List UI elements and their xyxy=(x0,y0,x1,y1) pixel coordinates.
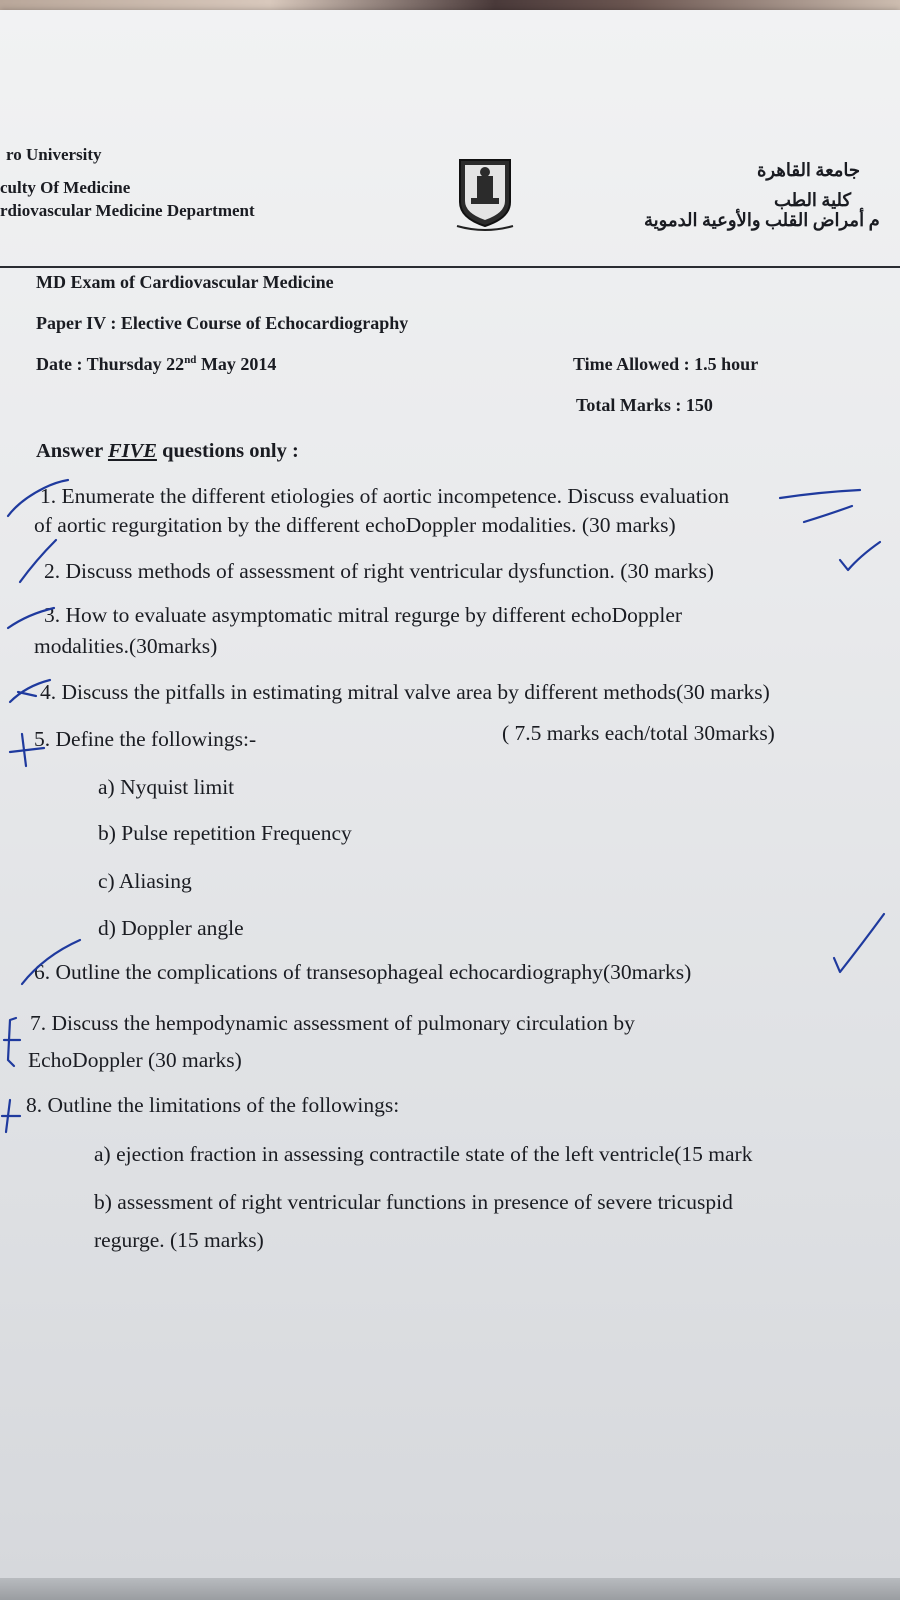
question-8-item-b-line-2: regurge. (15 marks) xyxy=(94,1228,264,1252)
exam-paper xyxy=(0,10,900,1590)
question-7-line-1: 7. Discuss the hempodynamic assessment of pulmonary circulation by xyxy=(30,1011,635,1035)
question-3-line-2: modalities.(30marks) xyxy=(34,634,218,658)
date-superscript: nd xyxy=(184,354,197,366)
arabic-department-name: م أمراض القلب والأوعية الدموية xyxy=(644,210,880,230)
date-suffix: May 2014 xyxy=(196,354,277,374)
arabic-faculty-name: كلية الطب xyxy=(774,190,852,210)
instructions xyxy=(36,440,299,463)
instructions-emphasis: FIVE xyxy=(107,440,157,462)
faculty-name: culty Of Medicine xyxy=(0,178,131,197)
question-8: 8. Outline the limitations of the followings: xyxy=(26,1093,400,1117)
question-5-item-d: d) Doppler angle xyxy=(98,916,244,940)
question-3-line-1: 3. How to evaluate asymptomatic mitral regurge by different echoDoppler xyxy=(44,603,683,627)
instructions-prefix: Answer xyxy=(36,440,108,462)
question-4: 4. Discuss the pitfalls in estimating mitral valve area by different methods(30 marks) xyxy=(40,680,770,704)
paper-title: Paper IV : Elective Course of Echocardiography xyxy=(36,313,409,333)
question-8-item-a: a) ejection fraction in assessing contractile state of the left ventricle(15 mark xyxy=(94,1142,753,1166)
date-prefix: Date : Thursday 22 xyxy=(36,354,185,374)
question-1-line-1: 1. Enumerate the different etiologies of aortic incompetence. Discuss evaluation xyxy=(40,484,730,508)
question-2: 2. Discuss methods of assessment of right ventricular dysfunction. (30 marks) xyxy=(44,559,714,583)
question-1-line-2: of aortic regurgitation by the different echoDoppler modalities. (30 marks) xyxy=(34,513,676,537)
question-6: 6. Outline the complications of transesophageal echocardiography(30marks) xyxy=(34,960,692,984)
instructions-suffix: questions only : xyxy=(156,440,299,462)
university-crest-icon xyxy=(455,156,515,232)
question-5-item-c: c) Aliasing xyxy=(98,869,192,893)
question-7-line-2: EchoDoppler (30 marks) xyxy=(28,1048,242,1072)
university-name: ro University xyxy=(6,145,102,164)
header-divider xyxy=(0,266,900,268)
question-5: 5. Define the followings:- xyxy=(34,727,257,751)
question-8-item-b-line-1: b) assessment of right ventricular functions in presence of severe tricuspid xyxy=(94,1190,733,1214)
question-5-item-a: a) Nyquist limit xyxy=(98,775,235,799)
question-5-item-b: b) Pulse repetition Frequency xyxy=(98,821,352,845)
department-name: rdiovascular Medicine Department xyxy=(0,201,255,220)
exam-title: MD Exam of Cardiovascular Medicine xyxy=(36,272,334,292)
desk-edge-bottom xyxy=(0,1578,900,1600)
arabic-university-name: جامعة القاهرة xyxy=(757,160,861,180)
exam-date xyxy=(36,354,276,375)
time-allowed: Time Allowed : 1.5 hour xyxy=(573,354,759,374)
question-5-marks: ( 7.5 marks each/total 30marks) xyxy=(502,721,775,745)
total-marks: Total Marks : 150 xyxy=(576,395,713,415)
